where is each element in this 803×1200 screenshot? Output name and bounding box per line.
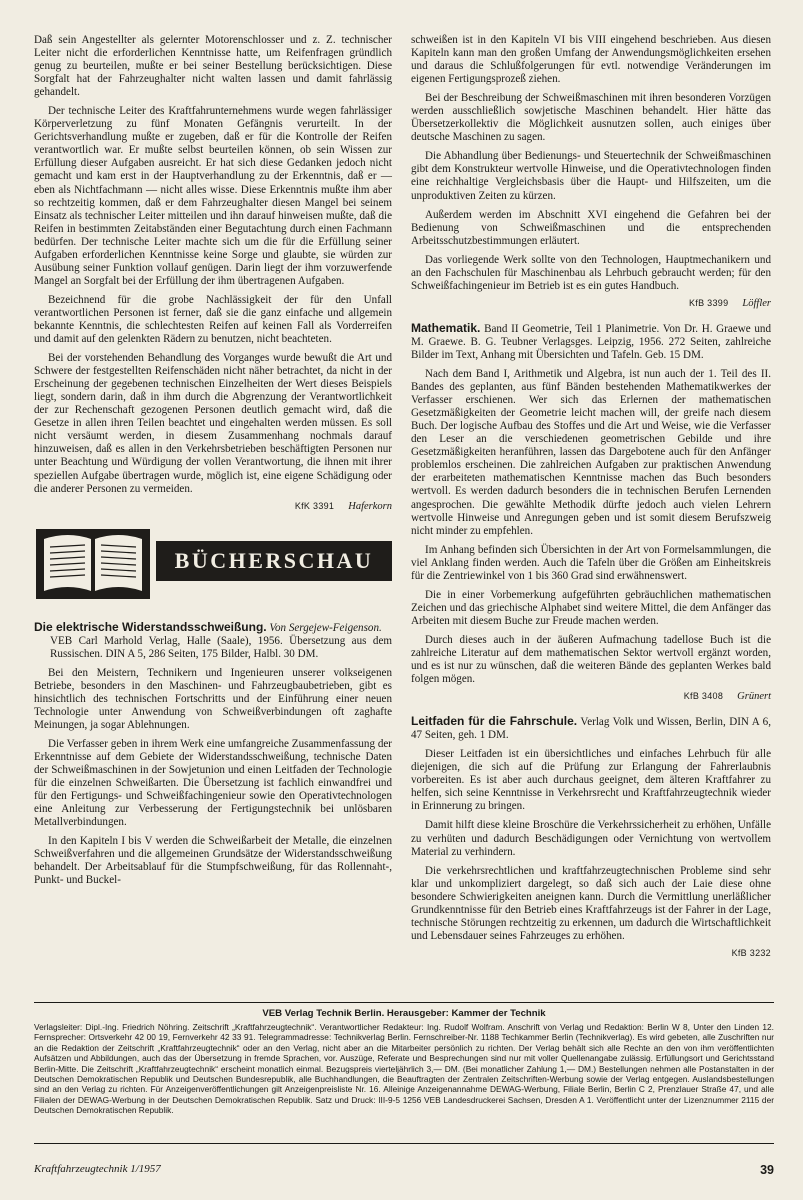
signature-author: Löffler	[742, 297, 771, 309]
body-paragraph: Die in einer Vorbemerkung aufgeführten gebräuchlichen mathematischen Zeichen und das griechische Alphabet sind weitere Mittel, die dem Anfänger das Arbeiten mit diesem Buche zur Freude machen werden.	[411, 588, 771, 627]
imprint-title: VEB Verlag Technik Berlin. Herausgeber: Kammer der Technik	[262, 1008, 546, 1019]
signature-code: KfB 3399	[688, 297, 729, 308]
body-paragraph: Das vorliegende Werk sollte von den Technologen, Hauptmechanikern und an den Fachschulen für Maschinenbau als Lehrbuch gebraucht werden; für den Schweißfachingenieur im Betrieb ist es ein gutes Handbuch.	[411, 253, 771, 292]
article-signature	[411, 947, 771, 960]
review-heading	[34, 621, 392, 661]
body-paragraph: Nach dem Band I, Arithmetik und Algebra, ist nun auch der 1. Teil des II. Bandes des geplanten, aus fünf Bänden bestehenden Mathematikwerkes der Verfasser erschienen. Wer sich das Erlernen der mathematischen Gesetzmäßigkeiten der Geometrie leicht machen will, der greife nach diesem Buch. Der logische Aufbau des Stoffes und die Art und Weise, wie die Verfasser den Leser an die verschiedenen geometrischen Gebilde und ihre Gesetzmäßigkeiten heranführen, lassen das Dargebotene auch für den Anfänger problemlos erscheinen. Die zahlreichen Aufgaben zur praktischen Anwendung der erarbeiteten mathematischen Kenntnisse machen das Buch besonders wertvoll. Es werden dadurch besonders die in technischen Berufen Lernenden angesprochen. Die gewählte Methodik dürfte jedoch auch vielen Lehrern wertvolle Hinweise und Anregungen geben und ist somit diesem Berufszweig nicht minder zu empfehlen.	[411, 368, 771, 537]
journal-issue: Kraftfahrzeugtechnik 1/1957	[34, 1163, 161, 1175]
right-column	[411, 34, 771, 960]
body-paragraph: schweißen ist in den Kapiteln VI bis VIII eingehend beschrieben. Aus diesen Kapiteln kann man den großen Umfang der Anwendungsmöglichkeiten ersehen und daraus die Schlußfolgerungen für evtl. notwendige Veränderungen im eigenen Fertigungsprozeß ziehen.	[411, 34, 771, 86]
body-paragraph: Bezeichnend für die grobe Nachlässigkeit der für den Unfall verantwortlichen Personen ist ferner, daß sie die ganz einfache und allgemein bekannte Kenntnis, die schlechtesten Reifen auf keinen Fall als Vorderreifen und damit auf den gelenkten Rädern zu benutzen, nicht beachteten.	[34, 293, 392, 346]
signature-author: Haferkorn	[348, 500, 392, 512]
review-meta: Verlag Volk und Wissen, Berlin, DIN A 6, 47 Seiten, geh. 1 DM.	[411, 716, 772, 742]
body-paragraph: Bei den Meistern, Technikern und Ingenieuren unserer volkseigenen Betriebe, besonders in den Maschinen- und Fahrzeugbaubetrieben, gibt es hinsichtlich des technischen Fortschritts und der Einführung einer neuen Technologie unter Anwendung von Schweißverbindungen oft zaghafte Meinungen, ja sogar Ablehnungen.	[34, 666, 392, 731]
imprint-rule	[34, 1002, 774, 1003]
body-paragraph: Im Anhang befinden sich Übersichten in der Art von Formelsammlungen, die viel Anklang finden werden. Auch die Tafeln über die Größen am Einheitskreis für die Zentriewinkel von 1 bis 360 Grad sind erwähnenswert.	[411, 543, 771, 582]
page-number: 39	[760, 1163, 774, 1177]
review-author: Von Sergejew-Feigenson.	[269, 621, 382, 634]
body-paragraph: Die Abhandlung über Bedienungs- und Steuertechnik der Schweißmaschinen gibt dem Konstrukteur wertvolle Hinweise, und die Operativtechnologen finden eine reichhaltige Vergleichsbasis über die Haupt- und Hilfszeiten, um die unproduktiven Zeiten zu kürzen.	[411, 150, 771, 202]
review-title: Leitfaden für die Fahrschule.	[411, 714, 578, 729]
imprint-text: Verlagsleiter: Dipl.-Ing. Friedrich Nöhring. Zeitschrift „Kraftfahrzeugtechnik“. Verantwortlicher Redakteur: Ing. Rudolf Wolfram. Anschrift von Verlag und Redaktion: Berlin W 8, Unter den Linden 12. Fernsprecher: Ortsverkehr 42 00 19, Fernverkehr 42 33 91. Telegrammadresse: Technikverlag Berlin. Fernschreiber-Nr. 1188 Techkammer Berlin (Technikverlag). Es wird gebeten, alle Zuschriften nur an die Redaktion der Zeitschrift „Kraftfahrzeugtechnik“ oder an den Verlag, nicht aber an die Mitarbeiter persönlich zu richten. Der Verlag behält sich alle Rechte an den von ihm veröffentlichten Aufsätzen und Abbildungen, auch das der Übersetzung in fremde Sprachen, vor. Auszüge, Referate und Besprechungen sind nur mit voller Quellenangabe zulässig. Erfüllungsort und Gerichtsstand Berlin-Mitte. Die Zeitschrift „Kraftfahrzeugtechnik“ erscheint monatlich einmal. Bezugspreis vierteljährlich 3,— DM. (Bei monatlicher Zahlung 1,— DM.) Bestellungen nehmen alle Postanstalten in der Deutschen Demokratischen Republik und Deutschen Bundesrepublik, alle Buchhandlungen, die Beauftragten der Zentralen Zeitschriften-Werbung sowie der Verlag entgegen. Auslandsbestellungen sind an den Verlag zu richten. Für Anzeigenveröffentlichungen gilt Anzeigenpreisliste Nr. 16. Alleinige Anzeigenannahme DEWAG-Werbung, Filiale Berlin, Berlin C 2, Prenzlauer Straße 47, und alle Filialen der DEWAG-Werbung in der Deutschen Demokratischen Republik. Satz und Druck: III-9-5 1256 VEB Landesdruckerei Sachsen, Dresden A 1. Veröffentlicht unter der Lizenznummer 2115 der Deutschen Demokratischen Republik.	[34, 1022, 774, 1116]
body-paragraph: Die Verfasser geben in ihrem Werk eine umfangreiche Zusammenfassung der Erkenntnisse auf dem Gebiete der Widerstandsschweißung, technische Daten der Schweißmaschinen in der Sowjetunion und einen Leitfaden der Technologie für die einzelnen Schweißarten. Die Übersetzung ist fachlich einwandfrei und für den Fertigungs- und Schweißfachingenieur sowie den Operativtechnologen eine Anleitung zur Verbesserung der Fertigungstechnik bei unlösbaren Metallverbindungen.	[34, 738, 392, 829]
signature-code: KfB 3408	[683, 691, 724, 702]
body-paragraph: Bei der vorstehenden Behandlung des Vorganges wurde bewußt die Art und Schwere der festgestellten Reifenschäden nicht näher betrachtet, da nicht in der Erscheinung der gegebenen technischen Einzelheiten der Wert dieses Beispiels liegt, sondern darin, daß in ihm durch die Abgrenzung der Verantwortlichkeit der zur Rechenschaft gezogenen Personen deutlich gemacht wird, daß die Gesetze in allen ihren Teilen beachtet und eingehalten werden müssen. Es soll nicht versäumt werden, in diesem Zusammenhang nochmals darauf hinzuweisen, daß es allen in den Verkehrsbetrieben beschäftigten Personen nur unter Beachtung und Würdigung der vollen Verantwortung, die ihnen mit ihrer speziellen Aufgabe übertragen wurde, möglich ist, eine eigene Schädigung oder die anderer Personen zu vermeiden.	[34, 352, 392, 495]
body-paragraph: Damit hilft diese kleine Broschüre die Verkehrssicherheit zu erhöhen, Unfälle zu verhüten und dadurch Beschädigungen oder Vernichtung von wertvollem Material zu verhindern.	[411, 819, 771, 858]
page-footer	[34, 1163, 774, 1177]
section-title: BÜCHERSCHAU	[156, 541, 392, 581]
review-heading	[411, 715, 771, 742]
review-meta: VEB Carl Marhold Verlag, Halle (Saale), 1956. Übersetzung aus dem Russischen. DIN A 5, 286 Seiten, 175 Bilder, Halbl. 30 DM.	[50, 634, 392, 660]
article-signature	[411, 690, 771, 703]
body-paragraph: Der technische Leiter des Kraftfahrunternehmens wurde wegen fahrlässiger Körperverletzung zu fünf Monaten Gefängnis verurteilt. In der Gerichtsverhandlung mußte er zugeben, daß er für die Kontrolle der Reifen verantwortlich war. Er mußte selbst beurteilen können, ob sein Wissen zur Erfüllung dieser Aufgaben ausreicht. Er hat sich diese Gedanken jedoch nicht gemacht und kam erst in der Hauptverhandlung zu der Erkenntnis, daß er — eben als Nichtfachmann — nicht alles wisse. Diese Erkenntnis mußte ihm aber so rechtzeitig kommen, daß er dem Fahrzeughalter diesen Mangel bei seinem Einsatz als technischer Leiter mitteilen und ihn darauf hinweisen mußte, daß die Reifen in bestimmten Zeitabständen einer Begutachtung durch einen Fachmann bedürfen. Der technische Leiter machte sich um die für die Erfüllung seiner Aufgaben erforderlichen Kenntnisse keine Sorge und glaubte, sie würden zur Ausübung seiner Funktion vollauf genügen. Darin liegt der ihm vorzuwerfende Mangel an Sorgfalt bei der Erfüllung der ihm übertragenen Aufgaben.	[34, 105, 392, 287]
review-meta: Band II Geometrie, Teil 1 Planimetrie. Von Dr. H. Graewe und M. Graewe. B. G. Teubner Verlagsges. Leipzig, 1956. 272 Seiten, zahlreiche Bilder im Text, Anhang mit Übersichten und Tafeln. Geb. 15 DM.	[411, 322, 771, 361]
body-paragraph: Die verkehrsrechtlichen und kraftfahrzeugtechnischen Probleme sind sehr klar und unkompliziert dargelegt, so daß sich auch der Laie diese ohne besondere Schwierigkeiten aneignen kann. Durch die Vermittlung unerläßlicher Grundkenntnisse für den Betrieb eines Kraftfahrzeugs ist der Fahrer in der Lage, technische Störungen rechtzeitig zu erkennen, um dadurch die Wirtschaftlichkeit und Lebensdauer seines Fahrzeuges zu erhöhen.	[411, 864, 771, 942]
article-signature	[411, 297, 771, 310]
open-book-icon	[34, 523, 152, 603]
review-title: Mathematik.	[411, 320, 481, 335]
body-paragraph: Durch dieses auch in der äußeren Aufmachung tadellose Buch ist die zahlreiche Literatur auf dem mathematischen Sektor wertvoll ergänzt worden, und es ist nur zu wünschen, daß die weiteren Bände des geplanten Werkes bald folgen mögen.	[411, 633, 771, 686]
footer-rule	[34, 1143, 774, 1144]
signature-author: Grünert	[737, 691, 771, 703]
body-paragraph: Bei der Beschreibung der Schweißmaschinen mit ihren besonderen Vorzügen werden ausschließlich sowjetische Maschinen behandelt. Hier hätte das Übersetzerkollektiv die Möglichkeit ausnutzen sollen, auch einiges über deutsche Maschinen zu sagen.	[411, 92, 771, 144]
signature-code: KfK 3391	[294, 500, 335, 511]
body-paragraph: Daß sein Angestellter als gelernter Motorenschlosser und z. Z. technischer Leiter nicht die erforderlichen Kenntnisse hatte, um Reifenfragen gründlich genug zu beurteilen, mußte er bei seiner Bestellung berücksichtigen. Diese Sorgfalt hat der Fahrzeughalter nicht walten lassen und damit fahrlässig gehandelt.	[34, 34, 392, 99]
body-paragraph: In den Kapiteln I bis V werden die Schweißarbeit der Metalle, die einzelnen Schweißverfahren und die allgemeinen Grundsätze der Widerstandsschweißung behandelt. Der Arbeitsablauf für die Stumpfschweißung, für das Rollennaht-, Punkt- und Buckel-	[34, 835, 392, 887]
body-paragraph: Außerdem werden im Abschnitt XVI eingehend die Gefahren bei der Bedienung von Schweißmaschinen und die entsprechenden Arbeitsschutzbestimmungen erläutert.	[411, 208, 771, 247]
review-heading	[411, 322, 771, 362]
body-paragraph: Dieser Leitfaden ist ein übersichtliches und einfaches Lehrbuch für alle diejenigen, die sich auf die Prüfung zur Erlangung der Fahrerlaubnis vorbereiten. Es ist aber auch durchaus geeignet, dem älteren Kraftfahrer zu helfen, sich seine Kenntnisse in Verkehrsrecht und Kraftfahrzeugtechnik wieder in Erinnerung zu bringen.	[411, 748, 771, 813]
left-column	[34, 34, 392, 894]
review-title: Die elektrische Widerstandsschweißung.	[34, 619, 267, 634]
article-signature	[34, 500, 392, 513]
signature-code: KfB 3232	[731, 947, 771, 958]
section-banner	[34, 523, 392, 607]
